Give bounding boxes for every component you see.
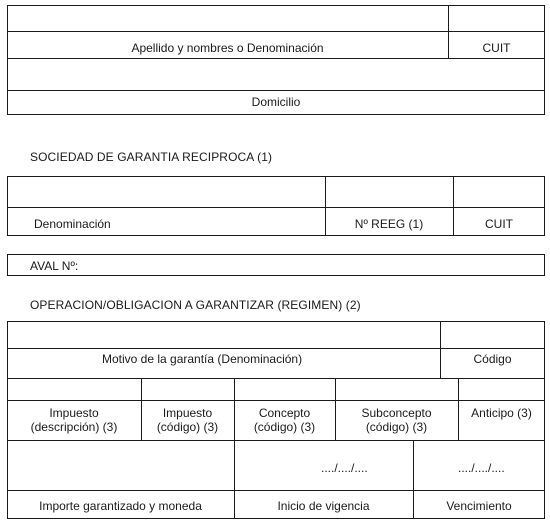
divider — [7, 490, 545, 491]
motivo-label: Motivo de la garantía (Denominación) — [102, 352, 303, 366]
impuesto-descripcion-label: Impuesto (descripción) (3) — [30, 406, 118, 434]
importe-label: Importe garantizado y moneda — [39, 499, 202, 513]
motivo-field[interactable] — [8, 322, 439, 347]
nombre-label: Apellido y nombres o Denominación — [131, 41, 324, 55]
divider — [7, 400, 545, 401]
vencimiento-fecha-placeholder: ..../..../.... — [458, 461, 505, 475]
sgr-cuit-label: CUIT — [485, 217, 513, 231]
divider — [7, 207, 545, 208]
anticipo-label: Anticipo (3) — [471, 406, 532, 420]
sgr-reeg-field[interactable] — [326, 177, 452, 206]
anticipo-field[interactable] — [459, 379, 544, 399]
concepto-field[interactable] — [235, 379, 334, 399]
impuesto-codigo-field[interactable] — [142, 379, 233, 399]
nombre-field[interactable] — [8, 6, 447, 30]
sgr-denominacion-label: Denominación — [34, 217, 111, 231]
importe-field[interactable] — [8, 441, 233, 489]
divider — [7, 90, 545, 91]
sgr-heading: SOCIEDAD DE GARANTIA RECIPROCA (1) — [30, 150, 273, 164]
divider — [7, 348, 545, 349]
concepto-label: Concepto (código) (3) — [253, 406, 316, 434]
impuesto-codigo-label: Impuesto (código) (3) — [156, 406, 219, 434]
subconcepto-field[interactable] — [336, 379, 457, 399]
codigo-field[interactable] — [441, 322, 544, 347]
aval-field[interactable] — [85, 255, 544, 275]
subconcepto-label: Subconcepto (código) (3) — [361, 406, 432, 434]
inicio-vigencia-label: Inicio de vigencia — [277, 499, 370, 513]
domicilio-label: Domicilio — [251, 95, 301, 109]
inicio-fecha-placeholder: ..../..../.... — [321, 461, 368, 475]
vencimiento-label: Vencimiento — [446, 499, 512, 513]
sgr-reeg-label: Nº REEG (1) — [354, 217, 424, 231]
domicilio-field[interactable] — [8, 59, 544, 89]
impuesto-descripcion-field[interactable] — [8, 379, 140, 399]
cuit-label: CUIT — [482, 41, 511, 55]
divider — [7, 31, 545, 32]
aval-label: AVAL Nº: — [30, 259, 79, 273]
operacion-heading: OPERACION/OBLIGACION A GARANTIZAR (REGIMEN) (2) — [30, 298, 361, 312]
codigo-label: Código — [473, 352, 512, 366]
cuit-field[interactable] — [449, 6, 544, 30]
sgr-cuit-field[interactable] — [454, 177, 544, 206]
sgr-denominacion-field[interactable] — [8, 177, 324, 206]
